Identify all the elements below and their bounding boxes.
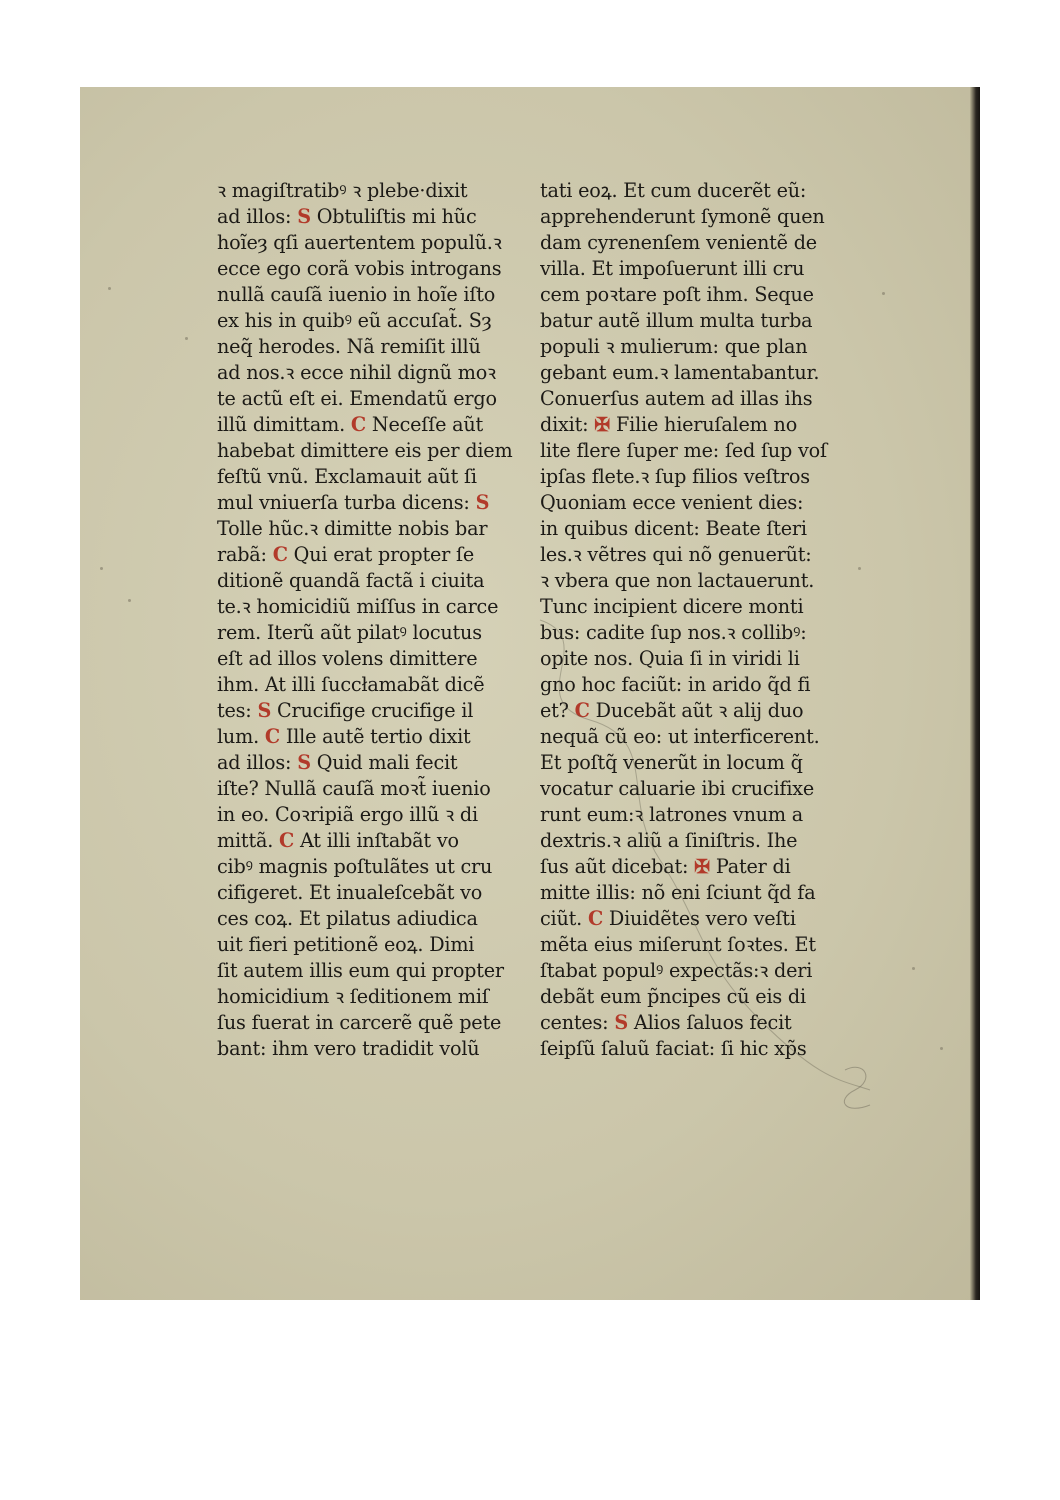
text-run: ſus aũt dicebat: [540,855,695,878]
text-run: bant: ihm vero tradidit volũ [217,1037,480,1060]
text-run: Et poſtq̃ venerũt in locum q̃ [540,751,803,774]
rubric-mark: C [350,413,366,436]
text-run: tes: [217,699,258,722]
text-run: ditionẽ quandã factã i ciuita [217,569,485,592]
text-run: ꝛ vbera que non lactauerunt. [540,569,815,592]
text-run: nequã cũ eo: ut interficerent. [540,725,820,748]
text-run: te.ꝛ homicidiũ miſſus in carce [217,595,499,618]
rubric-mark: C [574,699,590,722]
text-run: ces coꝝ. Et pilatus adiudica [217,907,478,930]
text-run: dam cyrenenſem venientẽ de [540,231,817,254]
text-run: At illi inſtabãt vo [294,829,459,852]
text-run: dextris.ꝛ aliũ a ſiniſtris. Ihe [540,829,798,852]
text-run: mul vniuerſa turba dicens: [217,491,476,514]
text-run: cibꝰ magnis poſtulãtes ut cru [217,855,493,878]
text-run: feſtũ vnũ. Exclamauit aũt ſi [217,465,477,488]
text-run: ad illos: [217,751,298,774]
text-run: runt eum:ꝛ latrones vnum a [540,803,804,826]
text-run: hoĩeȝ qſi auertentem populũ.ꝛ [217,231,502,254]
rubric-mark: S [475,491,490,514]
text-run: Alios ſaluos fecit [628,1011,792,1034]
text-run: opite nos. Quia ſi in viridi li [540,647,800,670]
text-run: in quibus dicent: Beate ſteri [540,517,807,540]
text-run: Crucifige crucifige il [271,699,474,722]
text-run: gebant eum.ꝛ lamentabantur. [540,361,820,384]
rubric-mark: C [264,725,280,748]
rubric-mark: ✠ [694,855,711,878]
text-run: ciũt. [540,907,588,930]
text-run: Filie hieruſalem no [610,413,798,436]
text-run: Tunc incipient dicere monti [540,595,804,618]
text-run: homicidium ꝛ ſeditionem miſ [217,985,489,1008]
text-run: ad illos: [217,205,298,228]
text-run: habebat dimittere eis per diem [217,439,513,462]
text-run: Ducebãt aũt ꝛ alij duo [589,699,804,722]
rubric-mark: ✠ [594,413,611,436]
text-run: mittã. [217,829,279,852]
text-run: cem poꝛtare poſt ihm. Seque [540,283,814,306]
text-run: Quid mali fecit [310,751,458,774]
text-run: rem. Iterũ aũt pilatꝰ locutus [217,621,482,644]
text-run: Neceſſe aũt [365,413,484,436]
text-run: dixit: [540,413,595,436]
rubric-mark: C [587,907,604,930]
text-run: vocatur caluarie ibi crucifixe [540,777,815,800]
text-run: nullã cauſã iuenio in hoĩe iſto [217,283,496,306]
rubric-mark: C [272,543,288,566]
text-run: iſte? Nullã cauſã moꝛt̃ iuenio [217,777,491,800]
text-run: ꝛ magiſtratibꝰ ꝛ plebe·dixit [217,179,468,202]
text-run: eſt ad illos volens dimittere [217,647,478,670]
text-run: populi ꝛ mulierum: que plan [540,335,808,358]
text-run: lite flere ſuper me: ſed ſup voſ [540,439,827,462]
text-run: Conuerſus autem ad illas ihs [540,387,813,410]
rubric-mark: S [257,699,272,722]
rubric-mark: S [614,1011,629,1034]
text-run: mẽta eius miſerunt ſoꝛtes. Et [540,933,816,956]
text-run: Obtuliſtis mi hũc [310,205,477,228]
text-run: rabã: [217,543,273,566]
text-run: villa. Et impoſuerunt illi cru [540,257,805,280]
text-run: ſtabat populꝰ expectãs:ꝛ deri [540,959,813,982]
text-run: lum. [217,725,265,748]
rubric-mark: S [297,205,311,228]
text-run: Pater di [710,855,791,878]
text-run: centes: [540,1011,615,1034]
text-run: les.ꝛ vẽtres qui nõ genuerũt: [540,543,812,566]
text-run: apprehenderunt ſymonẽ quen [540,205,825,228]
text-run: gno hoc faciũt: in arido q̃d fi [540,673,811,696]
text-run: uit fieri petitionẽ eoꝝ. Dimi [217,933,475,956]
text-run: et? [540,699,575,722]
text-run: ſus fuerat in carcerẽ quẽ pete [217,1011,502,1034]
text-run: debãt eum p̃ncipes cũ eis di [540,985,806,1008]
text-run: ihm. At illi ſuccłamabãt dicẽ [217,673,485,696]
text-run: ecce ego corã vobis introgans [217,257,502,280]
text-run: Quoniam ecce venient dies: [540,491,804,514]
rubric-mark: C [279,829,295,852]
text-run: illũ dimittam. [217,413,351,436]
text-run: ad nos.ꝛ ecce nihil dignũ moꝛ [217,361,496,384]
text-run: tati eoꝝ. Et cum ducerẽt eũ: [540,179,807,202]
text-run: bus: cadite ſup nos.ꝛ collibꝰ: [540,621,807,644]
text-run: cifigeret. Et inualeſcebãt vo [217,881,483,904]
text-run: mitte illis: nõ eni ſciunt q̃d fa [540,881,816,904]
text-run: neq̃ herodes. Nã remiſit illũ [217,335,481,358]
rubric-mark: S [297,751,311,774]
text-run: ſeipſũ ſaluũ faciat: ſi hic xp̃s [540,1037,807,1060]
text-run: ex his in quibꝰ eũ accuſat̃. Sȝ [217,309,492,332]
text-run: Ille autẽ tertio dixit [279,725,471,748]
text-run: in eo. Coꝛripiã ergo illũ ꝛ di [217,803,478,826]
text-run: te actũ eſt ei. Emendatũ ergo [217,387,497,410]
text-run: batur autẽ illum multa turba [540,309,813,332]
text-run: ſit autem illis eum qui propter [217,959,504,982]
text-run: Diuidẽtes vero veſti [603,907,796,930]
text-run: Tolle hũc.ꝛ dimitte nobis bar [217,517,488,540]
text-run: ipſas flete.ꝛ ſup filios veſtros [540,465,810,488]
text-run: Qui erat propter ſe [287,543,475,566]
